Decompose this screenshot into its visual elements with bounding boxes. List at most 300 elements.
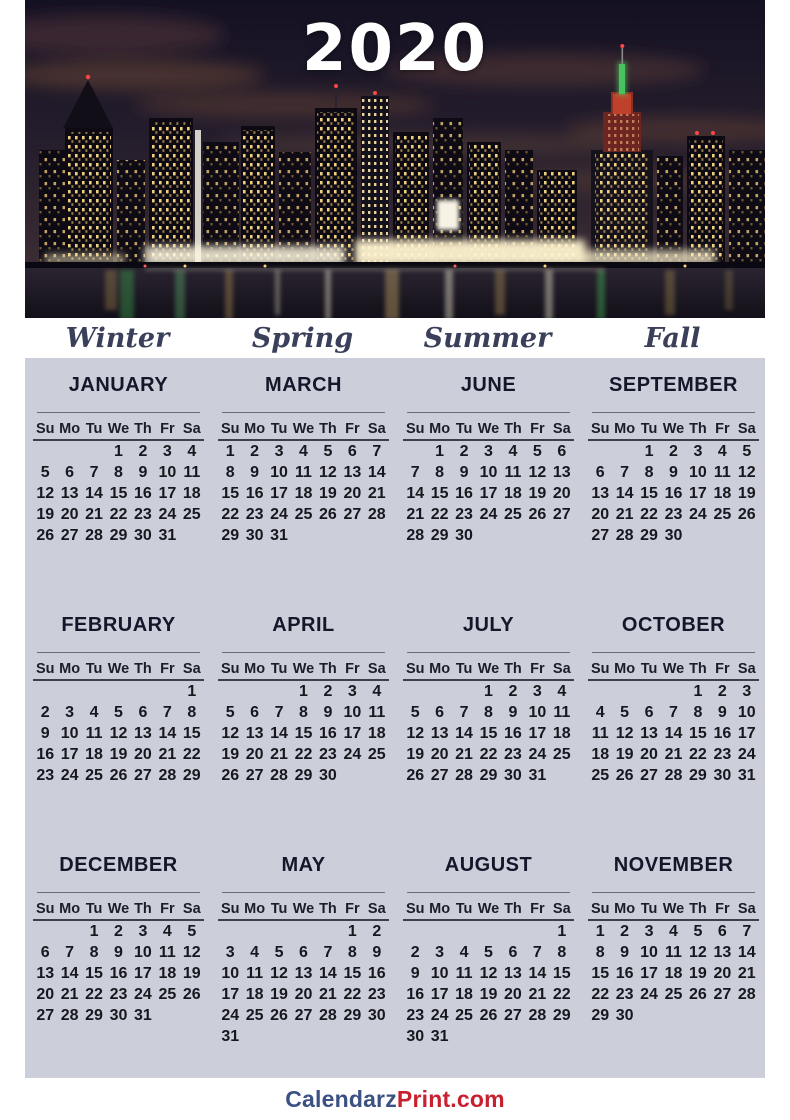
day-header-tu: Tu: [640, 421, 658, 437]
date-cell: 18: [591, 746, 610, 763]
date-cell: 7: [89, 464, 99, 481]
date-cell: 8: [484, 704, 493, 721]
date-cell: 19: [528, 485, 547, 502]
date-cell: 27: [552, 506, 571, 523]
date-cell: 4: [187, 443, 197, 460]
day-header-th: Th: [319, 421, 337, 437]
day-headers-october: [588, 660, 759, 681]
date-cell: 17: [479, 485, 498, 502]
date-cell: 14: [664, 725, 683, 742]
month-march: [210, 358, 395, 598]
empty-cell: [316, 525, 340, 546]
day-headers-february: [33, 660, 204, 681]
date-cell: 13: [504, 965, 522, 982]
empty-cell: [686, 525, 710, 546]
day-header-we: We: [477, 901, 500, 917]
day-header-th: Th: [319, 661, 337, 677]
week-row: [218, 984, 389, 1005]
date-cell: 14: [85, 485, 103, 502]
date-cell: 6: [644, 704, 654, 721]
date-cell: 20: [713, 965, 732, 982]
seasons-row: [25, 318, 765, 358]
date-cell: 10: [479, 464, 498, 481]
month-rule: [37, 412, 200, 413]
empty-cell: [550, 525, 574, 546]
month-rule: [407, 652, 570, 653]
date-cell: 22: [221, 506, 240, 523]
date-cell: 22: [479, 746, 498, 763]
date-cell: 15: [182, 725, 201, 742]
day-header-we: We: [477, 421, 500, 437]
date-cell: 3: [742, 683, 752, 700]
date-cell: 29: [640, 527, 658, 544]
date-cell: 22: [591, 986, 610, 1003]
date-cell: 16: [36, 746, 55, 763]
date-cell: 2: [459, 443, 469, 460]
date-cell: 17: [221, 986, 240, 1003]
day-header-su: Su: [590, 421, 610, 437]
empty-cell: [550, 1026, 574, 1047]
date-cell: 21: [615, 506, 634, 523]
week-row: [218, 702, 389, 723]
date-cell: 23: [504, 746, 522, 763]
week-row: [403, 702, 574, 723]
day-header-su: Su: [405, 661, 425, 677]
date-cell: 10: [270, 464, 288, 481]
date-cell: 29: [552, 1007, 571, 1024]
skyline-photo: [25, 0, 765, 320]
date-cell: 19: [221, 746, 240, 763]
date-cell: 9: [669, 464, 678, 481]
date-cell: 31: [134, 1007, 152, 1024]
date-cell: 10: [343, 704, 362, 721]
date-cell: 15: [221, 485, 240, 502]
date-cell: 20: [245, 746, 264, 763]
date-cell: 29: [479, 767, 498, 784]
date-cell: 12: [109, 725, 128, 742]
day-header-mo: Mo: [614, 661, 636, 677]
date-cell: 5: [40, 464, 50, 481]
week-row: [218, 744, 389, 765]
footer-brand-blue: Calendarz: [285, 1086, 397, 1112]
date-cell: 5: [742, 443, 752, 460]
season-fall: Fall: [644, 322, 701, 354]
week-row: [218, 483, 389, 504]
day-headers-november: [588, 900, 759, 921]
date-cell: 4: [508, 443, 518, 460]
day-header-tu: Tu: [270, 661, 288, 677]
date-cell: 21: [528, 986, 547, 1003]
date-cell: 25: [664, 986, 683, 1003]
date-cell: 19: [36, 506, 55, 523]
date-cell: 21: [60, 986, 79, 1003]
empty-cell: [476, 525, 500, 546]
day-header-fr: Fr: [715, 901, 730, 917]
day-header-mo: Mo: [614, 901, 636, 917]
empty-cell: [501, 525, 525, 546]
date-cell: 21: [455, 746, 473, 763]
date-cell: 4: [372, 683, 382, 700]
date-cell: 8: [435, 464, 445, 481]
date-cell: 27: [591, 527, 610, 544]
day-headers-july: [403, 660, 574, 681]
day-header-mo: Mo: [59, 421, 81, 437]
date-cell: 12: [221, 725, 240, 742]
date-cell: 23: [713, 746, 732, 763]
empty-cell: [340, 765, 364, 786]
empty-cell: [427, 681, 451, 702]
date-cell: 22: [85, 986, 103, 1003]
date-cell: 5: [484, 944, 493, 961]
date-cell: 20: [294, 986, 313, 1003]
date-cell: 4: [299, 443, 308, 460]
date-cell: 6: [250, 704, 260, 721]
date-cell: 30: [455, 527, 473, 544]
week-row: [403, 441, 574, 462]
month-july: [395, 598, 580, 838]
date-cell: 19: [270, 986, 288, 1003]
date-cell: 17: [528, 725, 547, 742]
week-row: [218, 1005, 389, 1026]
date-cell: 25: [245, 1007, 264, 1024]
date-cell: 31: [430, 1028, 449, 1045]
month-october: [580, 598, 765, 838]
date-cell: 29: [221, 527, 240, 544]
date-cell: 3: [274, 443, 284, 460]
empty-cell: [476, 921, 500, 942]
date-cell: 26: [689, 986, 707, 1003]
date-cell: 21: [270, 746, 288, 763]
day-header-we: We: [292, 661, 315, 677]
date-cell: 8: [187, 704, 197, 721]
day-header-su: Su: [220, 661, 240, 677]
date-cell: 15: [552, 965, 571, 982]
date-cell: 16: [713, 725, 732, 742]
date-cell: 15: [479, 725, 498, 742]
date-cell: 30: [664, 527, 683, 544]
date-cell: 28: [737, 986, 756, 1003]
date-cell: 16: [109, 965, 128, 982]
date-cell: 12: [319, 464, 337, 481]
date-cell: 25: [591, 767, 610, 784]
date-cell: 26: [406, 767, 425, 784]
date-cell: 26: [270, 1007, 288, 1024]
footer-brand-red: Print.com: [396, 1086, 505, 1112]
date-cell: 26: [182, 986, 201, 1003]
date-cell: 14: [319, 965, 337, 982]
empty-cell: [365, 1026, 389, 1047]
date-cell: 15: [294, 725, 313, 742]
date-cell: 27: [134, 767, 152, 784]
date-cell: 24: [158, 506, 177, 523]
date-cell: 6: [508, 944, 518, 961]
date-cell: 23: [245, 506, 264, 523]
week-row: [588, 1005, 759, 1026]
day-headers-december: [33, 900, 204, 921]
day-header-mo: Mo: [244, 901, 266, 917]
date-cell: 22: [182, 746, 201, 763]
date-cell: 1: [557, 923, 567, 940]
month-june: [395, 358, 580, 598]
date-cell: 8: [595, 944, 605, 961]
date-cell: 1: [187, 683, 197, 700]
empty-cell: [242, 921, 266, 942]
month-title-september: SEPTEMBER: [609, 374, 738, 396]
date-cell: 30: [406, 1028, 425, 1045]
date-cell: 18: [158, 965, 177, 982]
date-cell: 27: [430, 767, 449, 784]
date-cell: 8: [693, 704, 703, 721]
date-cell: 17: [134, 965, 152, 982]
week-row: [403, 723, 574, 744]
date-cell: 9: [717, 704, 727, 721]
week-row: [588, 504, 759, 525]
week-row: [403, 765, 574, 786]
date-cell: 3: [225, 944, 235, 961]
day-header-su: Su: [220, 901, 240, 917]
date-cell: 1: [435, 443, 445, 460]
date-cell: 8: [89, 944, 99, 961]
date-cell: 13: [36, 965, 55, 982]
date-cell: 19: [319, 485, 337, 502]
season-summer: Summer: [423, 322, 552, 354]
date-cell: 8: [644, 464, 654, 481]
date-cell: 7: [162, 704, 172, 721]
date-cell: 9: [372, 944, 382, 961]
date-cell: 24: [221, 1007, 240, 1024]
week-row: [218, 504, 389, 525]
month-rule: [407, 892, 570, 893]
week-row: [33, 765, 204, 786]
date-cell: 5: [187, 923, 197, 940]
date-cell: 15: [591, 965, 610, 982]
day-header-we: We: [107, 661, 130, 677]
date-cell: 29: [182, 767, 201, 784]
date-cell: 4: [557, 683, 567, 700]
empty-cell: [365, 525, 389, 546]
date-cell: 23: [36, 767, 55, 784]
empty-cell: [340, 525, 364, 546]
date-cell: 8: [347, 944, 357, 961]
month-rule: [222, 412, 385, 413]
empty-cell: [267, 681, 291, 702]
date-cell: 7: [372, 443, 382, 460]
date-cell: 18: [504, 485, 522, 502]
day-header-fr: Fr: [530, 661, 545, 677]
empty-cell: [476, 1026, 500, 1047]
week-row: [218, 921, 389, 942]
day-header-su: Su: [590, 901, 610, 917]
date-cell: 16: [367, 965, 386, 982]
day-headers-may: [218, 900, 389, 921]
day-header-fr: Fr: [160, 661, 175, 677]
empty-cell: [218, 681, 242, 702]
date-cell: 9: [40, 725, 50, 742]
date-cell: 4: [162, 923, 172, 940]
date-cell: 28: [528, 1007, 547, 1024]
date-cell: 25: [367, 746, 386, 763]
date-cell: 27: [245, 767, 264, 784]
date-cell: 19: [689, 965, 707, 982]
date-cell: 6: [717, 923, 727, 940]
date-cell: 23: [664, 506, 683, 523]
date-cell: 28: [319, 1007, 337, 1024]
date-cell: 3: [693, 443, 703, 460]
month-rule: [37, 892, 200, 893]
day-header-su: Su: [35, 661, 55, 677]
date-cell: 9: [250, 464, 260, 481]
day-header-mo: Mo: [59, 901, 81, 917]
date-cell: 5: [532, 443, 542, 460]
date-cell: 24: [270, 506, 288, 523]
empty-cell: [267, 1026, 291, 1047]
date-cell: 31: [528, 767, 547, 784]
empty-cell: [735, 1005, 759, 1026]
date-cell: 22: [640, 506, 658, 523]
week-row: [588, 441, 759, 462]
week-row: [403, 942, 574, 963]
date-cell: 21: [406, 506, 425, 523]
day-header-tu: Tu: [455, 661, 473, 677]
date-cell: 11: [85, 725, 103, 742]
date-cell: 29: [689, 767, 707, 784]
date-cell: 23: [109, 986, 128, 1003]
date-cell: 25: [158, 986, 177, 1003]
week-row: [588, 702, 759, 723]
date-cell: 10: [528, 704, 547, 721]
date-cell: 21: [158, 746, 177, 763]
date-cell: 28: [60, 1007, 79, 1024]
day-header-su: Su: [35, 421, 55, 437]
week-row: [588, 942, 759, 963]
empty-cell: [661, 1005, 685, 1026]
day-header-mo: Mo: [429, 661, 451, 677]
day-header-fr: Fr: [160, 901, 175, 917]
empty-cell: [612, 681, 636, 702]
week-row: [403, 462, 574, 483]
date-cell: 12: [36, 485, 55, 502]
empty-cell: [588, 441, 612, 462]
date-cell: 11: [246, 965, 264, 982]
date-cell: 28: [615, 527, 634, 544]
week-row: [33, 525, 204, 546]
date-cell: 18: [245, 986, 264, 1003]
date-cell: 11: [368, 704, 386, 721]
date-cell: 11: [665, 944, 682, 961]
empty-cell: [612, 441, 636, 462]
day-header-mo: Mo: [429, 901, 451, 917]
day-headers-january: [33, 420, 204, 441]
day-header-sa: Sa: [737, 901, 756, 917]
empty-cell: [501, 921, 525, 942]
date-cell: 17: [640, 965, 658, 982]
week-row: [218, 963, 389, 984]
date-cell: 4: [250, 944, 260, 961]
day-header-sa: Sa: [182, 901, 201, 917]
date-cell: 10: [737, 704, 756, 721]
empty-cell: [57, 921, 81, 942]
date-cell: 24: [60, 767, 79, 784]
date-cell: 29: [591, 1007, 610, 1024]
empty-cell: [33, 681, 57, 702]
month-title-july: JULY: [462, 614, 515, 636]
date-cell: 14: [158, 725, 177, 742]
date-cell: 24: [528, 746, 547, 763]
date-cell: 5: [225, 704, 235, 721]
day-header-th: Th: [689, 421, 707, 437]
empty-cell: [710, 525, 734, 546]
date-cell: 26: [615, 767, 634, 784]
day-header-we: We: [662, 901, 685, 917]
date-cell: 15: [640, 485, 658, 502]
date-cell: 14: [367, 464, 386, 481]
day-header-sa: Sa: [552, 661, 571, 677]
date-cell: 3: [138, 923, 148, 940]
date-cell: 24: [689, 506, 707, 523]
date-cell: 27: [294, 1007, 313, 1024]
date-cell: 27: [640, 767, 658, 784]
day-header-tu: Tu: [85, 661, 103, 677]
date-cell: 5: [323, 443, 333, 460]
date-cell: 20: [343, 485, 362, 502]
date-cell: 2: [138, 443, 148, 460]
date-cell: 9: [323, 704, 333, 721]
date-cell: 13: [713, 944, 732, 961]
day-header-sa: Sa: [367, 421, 386, 437]
date-cell: 14: [737, 944, 756, 961]
empty-cell: [291, 525, 315, 546]
date-cell: 29: [430, 527, 449, 544]
month-rule: [222, 652, 385, 653]
empty-cell: [33, 441, 57, 462]
date-cell: 23: [319, 746, 337, 763]
empty-cell: [291, 921, 315, 942]
date-cell: 1: [114, 443, 123, 460]
date-cell: 31: [270, 527, 288, 544]
day-header-fr: Fr: [345, 421, 360, 437]
day-header-we: We: [662, 421, 685, 437]
empty-cell: [403, 441, 427, 462]
empty-cell: [82, 681, 106, 702]
date-cell: 28: [270, 767, 288, 784]
day-header-sa: Sa: [737, 661, 756, 677]
week-row: [403, 681, 574, 702]
date-cell: 18: [664, 965, 683, 982]
week-row: [218, 1026, 389, 1047]
day-headers-april: [218, 660, 389, 681]
date-cell: 13: [60, 485, 79, 502]
empty-cell: [525, 921, 549, 942]
date-cell: 8: [299, 704, 308, 721]
week-row: [588, 462, 759, 483]
month-february: [25, 598, 210, 838]
date-cell: 10: [689, 464, 707, 481]
date-cell: 16: [504, 725, 522, 742]
date-cell: 12: [406, 725, 425, 742]
day-headers-june: [403, 420, 574, 441]
date-cell: 24: [640, 986, 658, 1003]
month-january: [25, 358, 210, 598]
day-header-tu: Tu: [640, 901, 658, 917]
date-cell: 19: [406, 746, 425, 763]
week-row: [588, 963, 759, 984]
date-cell: 24: [343, 746, 362, 763]
empty-cell: [180, 1005, 204, 1026]
month-november: [580, 838, 765, 1078]
day-header-sa: Sa: [552, 421, 571, 437]
date-cell: 2: [669, 443, 678, 460]
date-cell: 16: [615, 965, 634, 982]
